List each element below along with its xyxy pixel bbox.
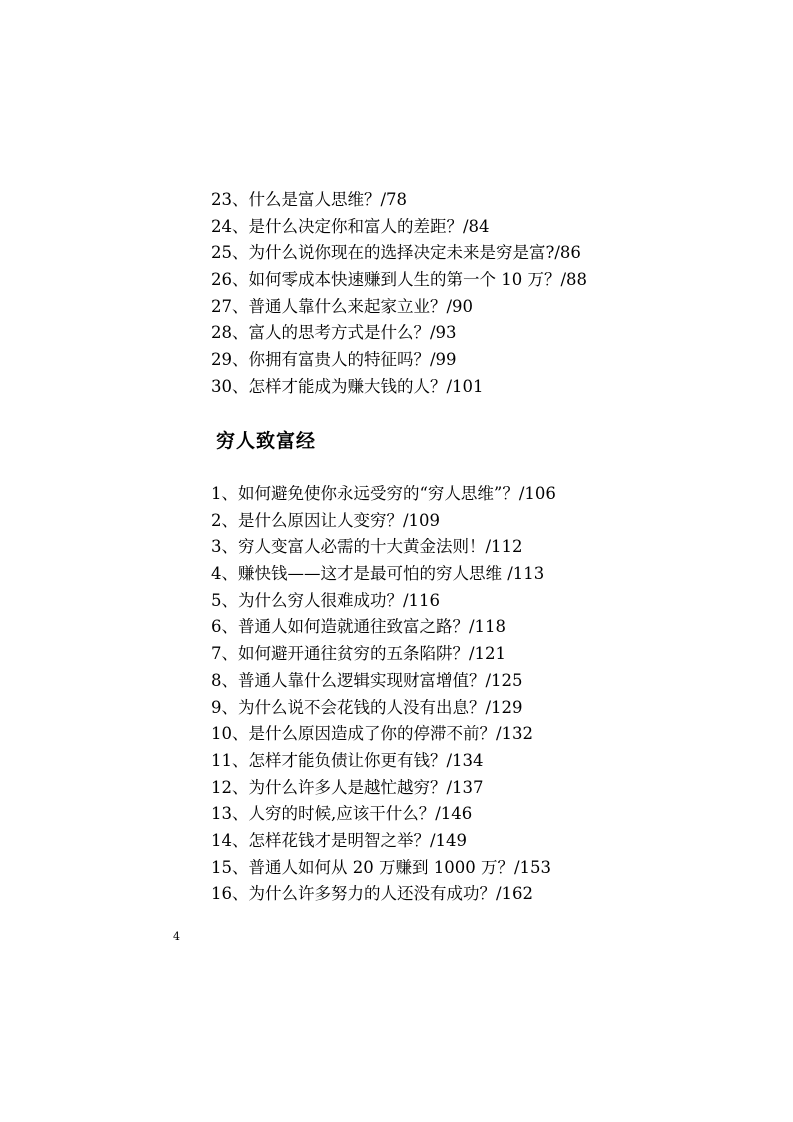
toc-item: 14、怎样花钱才是明智之举？/149 (211, 830, 468, 850)
toc-item: 26、如何零成本快速赚到人生的第一个 10 万？/88 (211, 270, 588, 290)
toc-item: 7、如何避开通往贫穷的五条陷阱？/121 (211, 644, 507, 664)
toc-item: 3、穷人变富人必需的十大黄金法则！/112 (211, 537, 523, 557)
toc-item: 15、普通人如何从 20 万赚到 1000 万？/153 (211, 857, 552, 877)
toc-item: 16、为什么许多努力的人还没有成功？/162 (211, 884, 534, 904)
toc-item: 30、怎样才能成为赚大钱的人？/101 (211, 376, 484, 396)
toc-item: 28、富人的思考方式是什么？/93 (211, 323, 457, 343)
section-heading: 穷人致富经 (216, 430, 317, 452)
toc-item: 9、为什么说不会花钱的人没有出息？/129 (211, 697, 523, 717)
toc-list-continued (211, 187, 587, 401)
toc-item: 25、为什么说你现在的选择决定未来是穷是富?/86 (211, 243, 581, 263)
toc-item: 27、普通人靠什么来起家立业？/90 (211, 296, 474, 316)
toc-list-section (211, 481, 556, 908)
toc-item: 4、赚快钱——这才是最可怕的穷人思维 /113 (211, 564, 545, 584)
page-number: 4 (173, 930, 180, 943)
toc-item: 2、是什么原因让人变穷？/109 (211, 510, 441, 530)
toc-item: 5、为什么穷人很难成功？/116 (211, 590, 441, 610)
toc-item: 10、是什么原因造成了你的停滞不前？/132 (211, 724, 534, 744)
toc-item: 8、普通人靠什么逻辑实现财富增值？/125 (211, 670, 523, 690)
toc-item: 12、为什么许多人是越忙越穷？/137 (211, 777, 484, 797)
toc-item: 1、如何避免使你永远受穷的“穷人思维”？/106 (211, 484, 556, 503)
toc-item: 13、人穷的时候,应该干什么？/146 (211, 804, 473, 824)
toc-item: 11、怎样才能负债让你更有钱？/134 (211, 750, 484, 770)
toc-item: 24、是什么决定你和富人的差距？/84 (211, 216, 490, 236)
toc-item: 6、普通人如何造就通往致富之路？/118 (211, 617, 507, 637)
toc-item: 23、什么是富人思维？/78 (211, 190, 408, 209)
toc-item: 29、你拥有富贵人的特征吗？/99 (211, 350, 457, 370)
